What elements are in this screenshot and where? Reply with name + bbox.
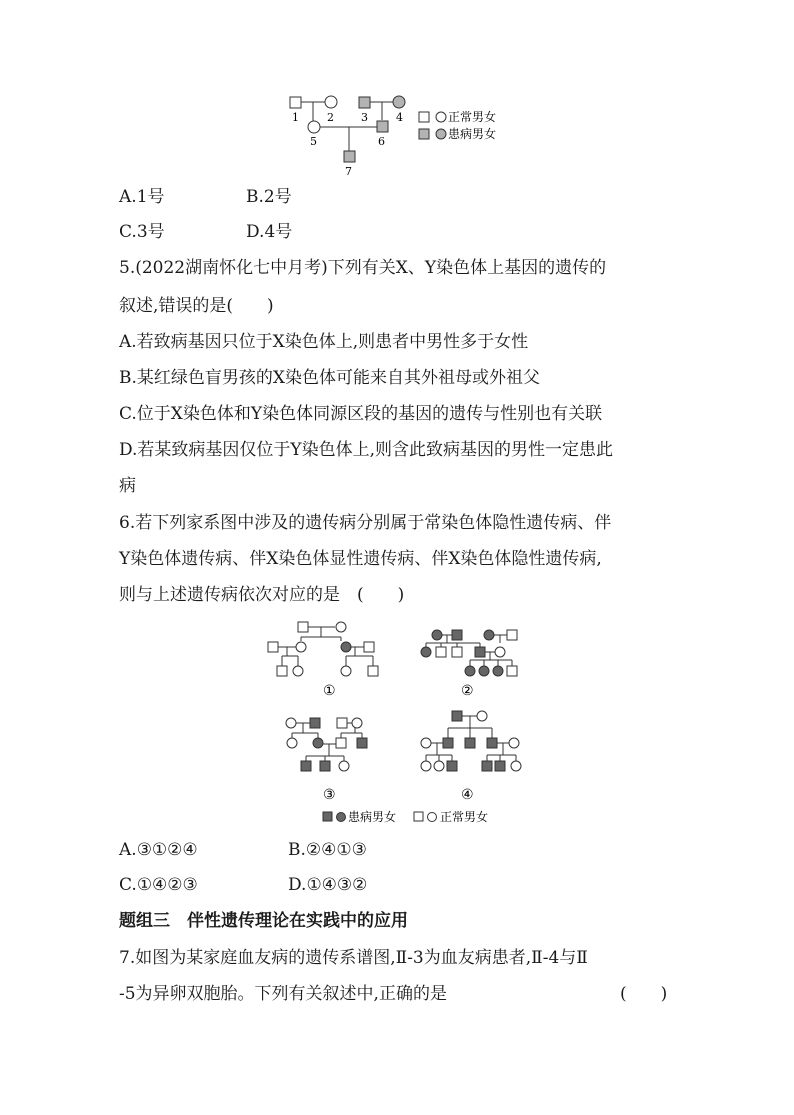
- diagram-label-1: ①: [323, 683, 336, 699]
- q6-option-a[interactable]: [119, 838, 198, 862]
- p2-affected-female: [484, 630, 494, 640]
- p1-normal-male: [277, 666, 287, 676]
- q5-option-a[interactable]: A.若致病基因只位于X染色体上,则患者中男性多于女性: [119, 332, 529, 352]
- p3-normal-male: [337, 718, 347, 728]
- p4-normal-female: [511, 761, 521, 771]
- option-text: 2号: [263, 187, 292, 207]
- p4-normal-female: [421, 761, 431, 771]
- p2-affected-male: [475, 647, 485, 657]
- p3-normal-female: [339, 761, 349, 771]
- option-text: 3号: [136, 222, 165, 242]
- option-label: D.: [246, 222, 265, 242]
- p4-affected-male: [495, 761, 505, 771]
- pedigree-1: [268, 622, 378, 676]
- p2-affected-female: [493, 666, 503, 676]
- diagram-label-3: ③: [323, 787, 336, 803]
- p4-affected-male: [487, 738, 497, 748]
- p1-normal-male: [364, 642, 374, 652]
- pedigree-number: 4: [396, 111, 403, 124]
- legend-normal-male-icon: [414, 812, 423, 821]
- p2-normal-male: [436, 647, 446, 657]
- pedigree-number: 7: [345, 165, 352, 178]
- p3-normal-female: [287, 738, 297, 748]
- p3-normal-male: [336, 738, 346, 748]
- legend-affected-female-icon: [337, 813, 346, 822]
- legend-affected-male-icon: [323, 812, 332, 821]
- p1-normal-male: [268, 642, 278, 652]
- q5-option-d[interactable]: D.若某致病基因仅位于Y染色体上,则含此致病基因的男性一定患此: [119, 440, 614, 460]
- q7-stem-line2: -5为异卵双胞胎。下列有关叙述中,正确的是: [119, 984, 447, 1004]
- legend-normal-label: 正常男女: [440, 810, 489, 824]
- q7-stem-line1: 7.如图为某家庭血友病的遗传系谱图,Ⅱ-3为血友病患者,Ⅱ-4与Ⅱ: [119, 948, 588, 968]
- option-text: ①④③②: [306, 875, 368, 895]
- p2-affected-female: [465, 666, 475, 676]
- p4-affected-male: [452, 711, 462, 721]
- option-text: ③①②④: [136, 840, 198, 860]
- option-label: C.: [119, 875, 137, 895]
- pedigree-number: 5: [310, 135, 317, 148]
- q6-option-c[interactable]: [119, 873, 198, 897]
- q6-stem-line3: 则与上述遗传病依次对应的是 ( ): [119, 585, 405, 605]
- p2-normal-male: [452, 647, 462, 657]
- p2-affected-male: [452, 630, 462, 640]
- p3-affected-male: [310, 718, 320, 728]
- p2-affected-female: [432, 630, 442, 640]
- p2-normal-male: [507, 630, 517, 640]
- option-text: 1号: [136, 187, 165, 207]
- option-text: ①④②③: [136, 875, 198, 895]
- legend-normal-label: 正常男女: [448, 110, 497, 124]
- option-label: B.: [288, 840, 306, 860]
- p3-affected-male: [320, 761, 330, 771]
- q6-option-d[interactable]: [288, 873, 367, 897]
- p4-normal-female: [421, 738, 431, 748]
- p1-affected-female: [341, 642, 351, 652]
- q6-stem-line1: 6.若下列家系图中涉及的遗传病分别属于常染色体隐性遗传病、伴: [119, 513, 612, 533]
- p2-normal-male: [507, 666, 517, 676]
- p4-normal-female: [434, 761, 444, 771]
- p1-normal-female: [296, 642, 306, 652]
- option-label: D.: [288, 875, 307, 895]
- section-heading: 题组三 伴性遗传理论在实践中的应用: [119, 911, 408, 931]
- pedigree-4: [421, 711, 521, 771]
- q7-answer-bracket[interactable]: ( ): [620, 984, 668, 1004]
- p4-affected-male: [465, 738, 475, 748]
- p1-normal-female: [293, 666, 303, 676]
- q5-option-c[interactable]: C.位于X染色体和Y染色体同源区段的基因的遗传与性别也有关联: [119, 404, 603, 424]
- p3-affected-female: [313, 738, 323, 748]
- q6-option-b[interactable]: [288, 838, 367, 862]
- p4-affected-male: [482, 761, 492, 771]
- pedigree-number: 6: [378, 135, 385, 148]
- p1-normal-male: [298, 622, 308, 632]
- p4-normal-female: [509, 738, 519, 748]
- pedigree-2: [421, 630, 517, 676]
- q5-stem-line1: 5.(2022湖南怀化七中月考)下列有关X、Y染色体上基因的遗传的: [119, 258, 607, 278]
- diagram-label-2: ②: [461, 683, 474, 699]
- q5-option-b[interactable]: B.某红绿色盲男孩的X染色体可能来自其外祖母或外祖父: [119, 368, 540, 388]
- p1-normal-female: [341, 666, 351, 676]
- p1-normal-female: [336, 622, 346, 632]
- option-text: ②④①③: [305, 840, 367, 860]
- q5-stem-line2: 叙述,错误的是( ): [119, 296, 274, 316]
- p2-affected-female: [421, 647, 431, 657]
- p2-normal-female: [495, 647, 505, 657]
- pedigree-number: 2: [327, 111, 334, 124]
- p4-affected-male: [443, 738, 453, 748]
- option-label: C.: [119, 222, 137, 242]
- q6-stem-line2: Y染色体遗传病、伴X染色体显性遗传病、伴X染色体隐性遗传病,: [119, 549, 602, 569]
- p3-normal-female: [352, 718, 362, 728]
- p1-normal-male: [368, 666, 378, 676]
- p4-affected-male: [447, 761, 457, 771]
- pedigree-number: 1: [292, 111, 299, 124]
- diagram-label-4: ④: [461, 787, 474, 803]
- p3-normal-female: [286, 718, 296, 728]
- legend-normal-female-icon: [428, 813, 437, 822]
- legend-affected-label: 患病男女: [348, 810, 397, 824]
- p4-normal-female: [477, 711, 487, 721]
- option-label: B.: [246, 187, 264, 207]
- option-label: A.: [119, 187, 137, 207]
- pedigree-number: 3: [361, 111, 368, 124]
- option-text: 4号: [264, 222, 293, 242]
- option-label: A.: [119, 840, 137, 860]
- q5-option-d-continued[interactable]: 病: [119, 476, 136, 496]
- p3-affected-male: [301, 761, 311, 771]
- legend-affected-label: 患病男女: [448, 127, 497, 141]
- p3-affected-male: [357, 738, 367, 748]
- p2-affected-female: [479, 666, 489, 676]
